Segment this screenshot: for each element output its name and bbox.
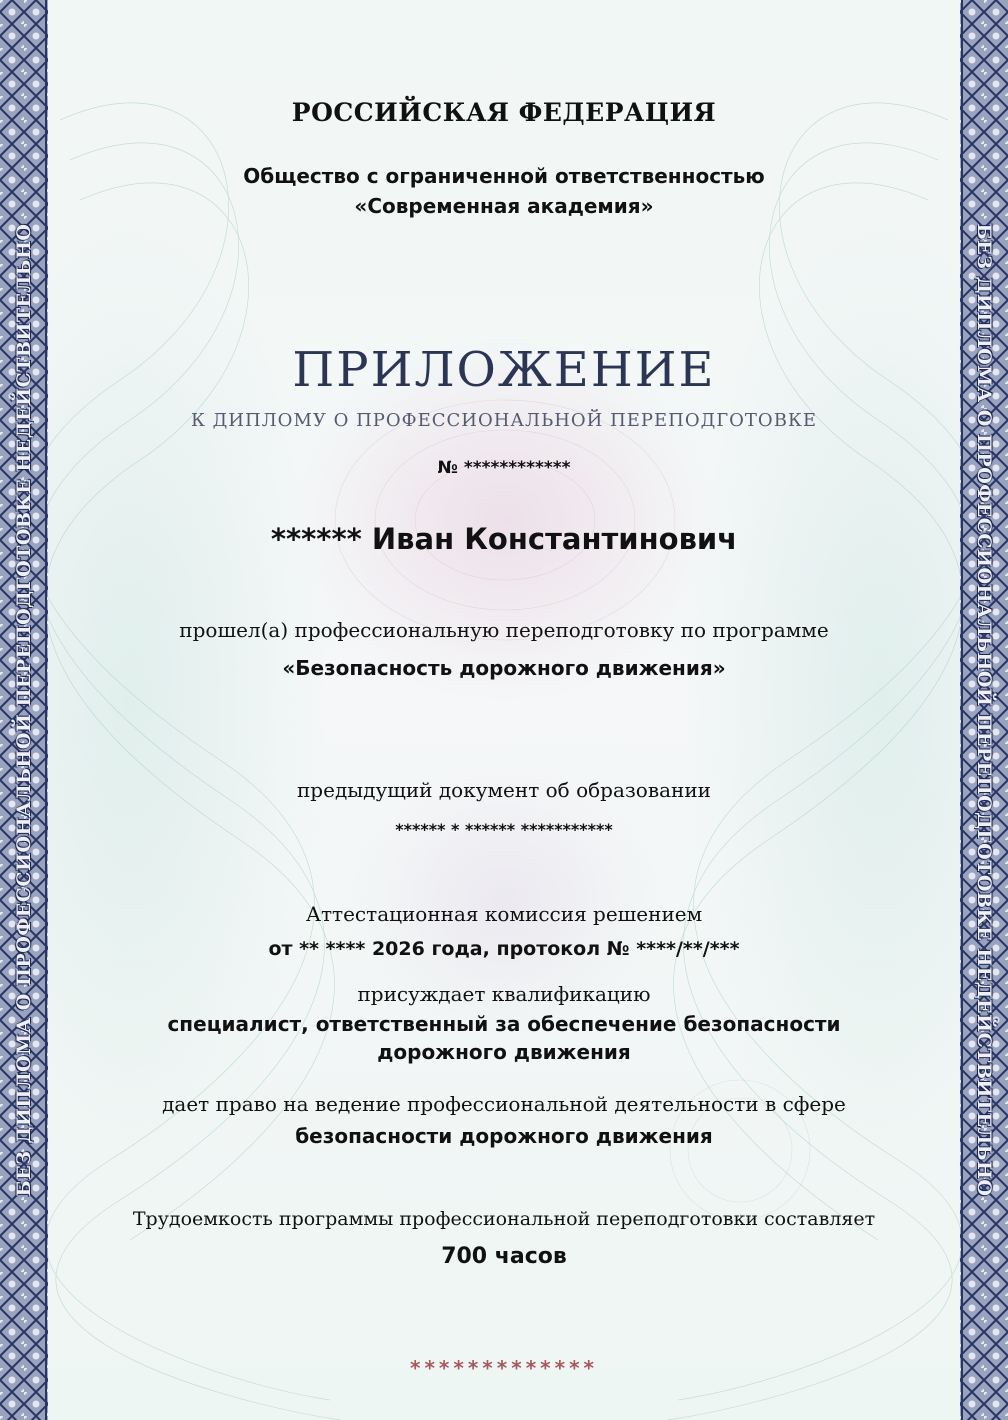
country-heading: РОССИЙСКАЯ ФЕДЕРАЦИЯ <box>291 98 717 127</box>
previous-document-label: предыдущий документ об образовании <box>296 778 712 802</box>
decision-line: от ** **** 2026 года, протокол № ****/**/*** <box>268 938 740 960</box>
bottom-serial-code: ************* <box>410 1356 598 1380</box>
organization-line-2: «Современная академия» <box>354 194 654 218</box>
completed-text: прошел(а) профессиональную переподготовку по программе <box>179 618 829 642</box>
left-security-border <box>0 0 48 1420</box>
commission-text: Аттестационная комиссия решением <box>305 902 703 926</box>
document-subtitle: К ДИПЛОМУ О ПРОФЕССИОНАЛЬНОЙ ПЕРЕПОДГОТОВКЕ <box>190 410 817 431</box>
document-title: ПРИЛОЖЕНИЕ <box>292 342 716 398</box>
qualification-line-1: специалист, ответственный за обеспечение безопасности <box>167 1012 841 1036</box>
qualification-line-2: дорожного движения <box>377 1040 631 1064</box>
hours-text: Трудоемкость программы профессиональной переподготовки составляет <box>132 1208 876 1230</box>
hours-value: 700 часов <box>441 1244 567 1269</box>
right-border-text: БЕЗ ДИПЛОМА О ПРОФЕССИОНАЛЬНОЙ ПЕРЕПОДГОТОВКЕ НЕДЕЙСТВИТЕЛЬНО <box>973 223 995 1197</box>
program-name: «Безопасность дорожного движения» <box>282 656 726 680</box>
left-border-text: БЕЗ ДИПЛОМА О ПРОФЕССИОНАЛЬНОЙ ПЕРЕПОДГОТОВКЕ НЕДЕЙСТВИТЕЛЬНО <box>13 223 35 1197</box>
right-field: безопасности дорожного движения <box>295 1124 713 1148</box>
document-number: № ************ <box>437 458 571 478</box>
right-text: дает право на ведение профессиональной деятельности в сфере <box>162 1092 846 1116</box>
previous-document-value: ****** * ****** *********** <box>395 820 613 839</box>
holder-name: ****** Иван Константинович <box>270 522 738 556</box>
right-security-border <box>960 0 1008 1420</box>
awards-text: присуждает квалификацию <box>357 982 651 1006</box>
organization-line-1: Общество с ограниченной ответственностью <box>243 164 765 188</box>
